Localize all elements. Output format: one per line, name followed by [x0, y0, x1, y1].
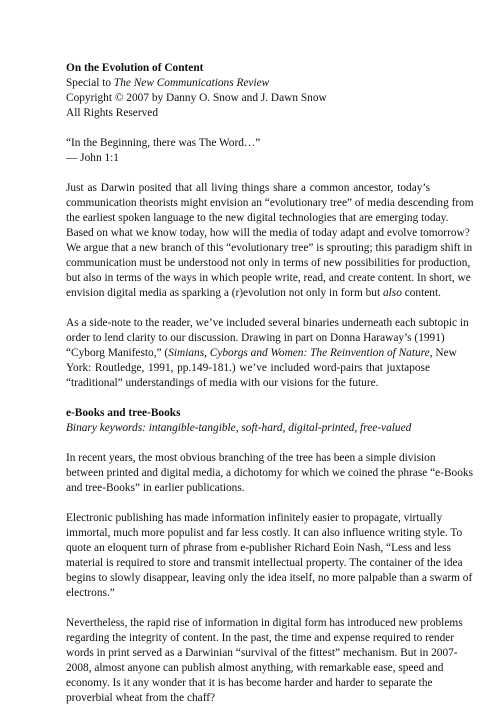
epigraph	[66, 136, 430, 166]
italic-run: Simians, Cyborgs and Women: The Reinvention of Nature,	[168, 347, 433, 359]
paragraph-line: but also in terms of the ways in which people write, read, and create content. In short, we	[66, 272, 471, 284]
epigraph-attribution: — John 1:1	[66, 152, 119, 164]
paragraph-line: 2008, almost anyone can publish almost anything, with remarkable ease, speed and	[66, 662, 444, 674]
paragraph-line: In recent years, the most obvious branching of the tree has been a simple division	[66, 452, 436, 464]
paragraph-line	[66, 346, 457, 361]
paragraph-line: We argue that a new branch of this “evolutionary tree” is sprouting; this paradigm shift in	[66, 242, 473, 254]
text-run: “Cyborg Manifesto,” (	[66, 347, 169, 359]
paragraph-line: Electronic publishing has made information infinitely easier to propagate, virtually	[66, 512, 443, 524]
italic-run: also	[382, 287, 402, 299]
paragraph-line: quote an eloquent turn of phrase from e-publisher Richard Eoin Nash, “Less and less	[66, 542, 451, 554]
section-ebooks	[66, 406, 430, 436]
paragraph-line: Based on what we know today, how will the media of today adapt and evolve tomorrow?	[66, 227, 470, 239]
special-prefix: Special to	[66, 77, 114, 89]
paragraph-4	[66, 511, 473, 601]
copyright-line: Copyright © 2007 by Danny O. Snow and J. Dawn Snow	[66, 92, 327, 104]
paragraph-line: economy. Is it any wonder that it is has become harder and harder to separate the	[66, 677, 433, 689]
paragraph-line: As a side-note to the reader, we’ve included several binaries underneath each subtopic in	[66, 317, 469, 329]
paragraph-line: York: Routledge, 1991, pp.149-181.) we’ve included word-pairs that juxtapose	[66, 362, 430, 374]
publication-name: The New Communications Review	[113, 77, 270, 89]
paragraph-line: between printed and digital media, a dichotomy for which we coined the phrase “e-Books	[66, 467, 473, 479]
publication-line	[66, 76, 430, 91]
paragraph-line: communication must be understood not only in terms of new possibilities for production,	[66, 257, 471, 269]
text-run: New	[432, 347, 457, 359]
paragraph-2	[66, 316, 469, 391]
paragraph-line	[66, 286, 441, 301]
text-run: envision digital media as sparking a (r)evolution not only in form but	[66, 287, 383, 299]
rights-line: All Rights Reserved	[66, 107, 159, 119]
document-body	[66, 61, 474, 706]
article-header	[66, 61, 430, 121]
paragraph-line: Nevertheless, the rapid rise of information in digital form has introduced new problems	[66, 617, 463, 629]
section-heading: e-Books and tree-Books	[66, 407, 181, 419]
paragraph-line: and tree-Books” in earlier publications.	[66, 482, 245, 494]
paragraph-line: proverbial wheat from the chaff?	[66, 692, 216, 704]
paragraph-line: begins to slowly disappear, leaving only the idea itself, no more palpable than a swarm of	[66, 572, 473, 584]
paragraph-line: words in print served as a Darwinian “survival of the fittest” mechanism. But in 2007-	[66, 647, 458, 659]
paragraph-3	[66, 451, 473, 496]
article-title: On the Evolution of Content	[66, 62, 204, 74]
paragraph-line: immortal, much more populist and far less costly. It can also influence writing style. To	[66, 527, 463, 539]
paragraph-line: the earliest spoken language to the new digital technologies that are emerging today.	[66, 212, 449, 224]
paragraph-line: communication theorists might envision an “evolutionary tree” of media descending from	[66, 197, 474, 209]
section-keywords: Binary keywords: intangible-tangible, soft-hard, digital-printed, free-valued	[66, 422, 412, 434]
paragraph-1	[66, 181, 474, 301]
paragraph-line: Just as Darwin posited that all living things share a common ancestor, today’s	[66, 182, 430, 194]
paragraph-line: material is required to store and transmit intellectual property. The container of the idea	[66, 557, 463, 569]
epigraph-quote: “In the Beginning, there was The Word…”	[66, 137, 261, 149]
paragraph-line: regarding the integrity of content. In the past, the time and expense required to render	[66, 632, 455, 644]
paragraph-line: order to lend clarity to our discussion. Drawing in part on Donna Haraway’s (1991)	[66, 332, 445, 344]
paragraph-line: “traditional” understandings of media with our visions for the future.	[66, 377, 379, 389]
text-run: content.	[401, 287, 441, 299]
paragraph-line: electrons.”	[66, 587, 115, 599]
paragraph-5	[66, 616, 463, 706]
